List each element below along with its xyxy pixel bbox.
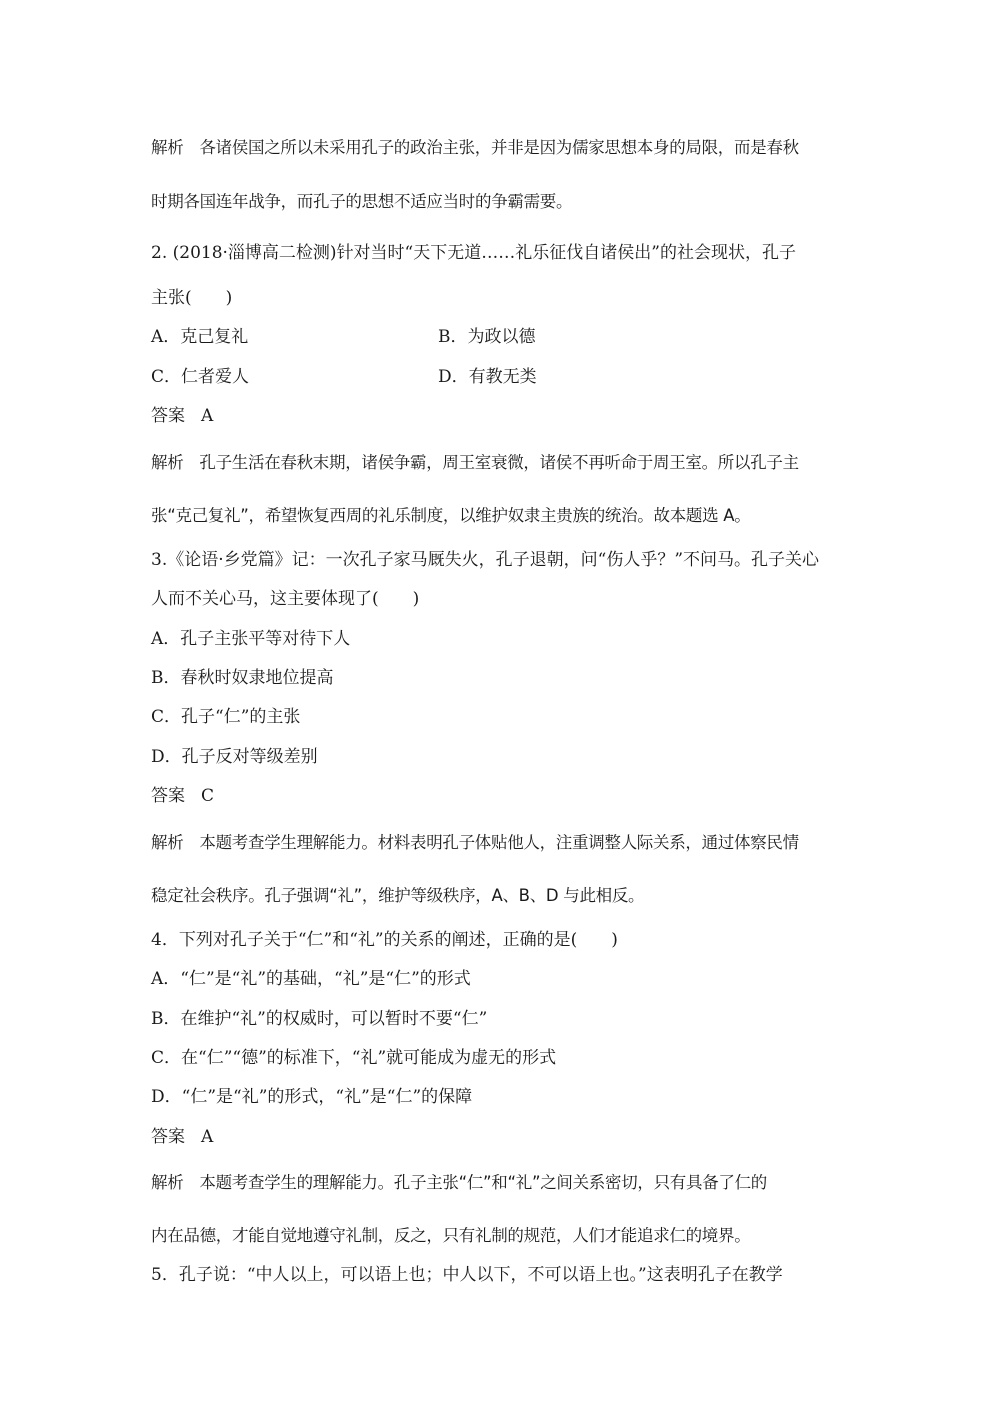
answer-value: A xyxy=(201,406,214,426)
q3-analysis-line1: 解析 本题考查学生理解能力。材料表明孔子体贴他人，注重调整人际关系，通过体察民情 xyxy=(151,833,799,852)
answer-value: C xyxy=(201,786,215,806)
q2-option-c: C．仁者爱人 xyxy=(151,367,250,387)
q2-option-b: B．为政以德 xyxy=(438,327,536,347)
q3-option-b: B．春秋时奴隶地位提高 xyxy=(151,668,334,688)
q4-option-b: B．在维护“礼”的权威时，可以暂时不要“仁” xyxy=(151,1009,488,1029)
answer-label: 答案 xyxy=(151,1127,185,1147)
q4-stem: 4．下列对孔子关于“仁”和“礼”的关系的阐述，正确的是( ) xyxy=(151,930,618,950)
q2-source: 2. (2018·淄博高二检测) xyxy=(151,243,337,263)
q2-analysis-line1: 解析 孔子生活在春秋末期，诸侯争霸，周王室衰微，诸侯不再听命于周王室。所以孔子主 xyxy=(151,453,799,472)
q3-option-a: A．孔子主张平等对待下人 xyxy=(151,629,351,649)
q4-analysis-line2: 内在品德，才能自觉地遵守礼制，反之，只有礼制的规范，人们才能追求仁的境界。 xyxy=(151,1226,751,1245)
q4-option-a: A．“仁”是“礼”的基础，“礼”是“仁”的形式 xyxy=(151,969,471,989)
q5-stem-line1: 5．孔子说：“中人以上，可以语上也；中人以下，不可以语上也。”这表明孔子在教学 xyxy=(151,1265,783,1285)
q1-analysis-line1: 解析 各诸侯国之所以未采用孔子的政治主张，并非是因为儒家思想本身的局限，而是春秋 xyxy=(151,138,799,157)
q3-answer xyxy=(151,786,214,806)
q3-analysis-line2: 稳定社会秩序。孔子强调“礼”，维护等级秩序，A、B、D 与此相反。 xyxy=(151,886,645,905)
q2-option-d: D．有教无类 xyxy=(438,367,537,387)
analysis-label: 解析 xyxy=(151,1173,184,1192)
analysis-label: 解析 xyxy=(151,833,184,852)
analysis-label: 解析 xyxy=(151,138,184,157)
q2-stem-line1: 2. (2018·淄博高二检测)针对当时“天下无道……礼乐征伐自诸侯出”的社会现状，孔子 xyxy=(151,243,796,263)
q2-analysis-line2: 张“克己复礼”，希望恢复西周的礼乐制度，以维护奴隶主贵族的统治。故本题选 A。 xyxy=(151,506,751,525)
q2-option-a: A．克己复礼 xyxy=(151,327,249,347)
q3-stem-line2: 人而不关心马，这主要体现了( ) xyxy=(151,589,420,609)
q4-answer xyxy=(151,1127,213,1147)
q3-stem-line1: 3.《论语·乡党篇》记：一次孔子家马厩失火，孔子退朝，问“伤人乎？”不问马。孔子关心 xyxy=(151,550,820,570)
answer-label: 答案 xyxy=(151,406,185,426)
q3-option-c: C．孔子“仁”的主张 xyxy=(151,707,301,727)
analysis-label: 解析 xyxy=(151,453,184,472)
q4-option-c: C．在“仁”“德”的标准下，“礼”就可能成为虚无的形式 xyxy=(151,1048,557,1068)
q4-option-d: D．“仁”是“礼”的形式，“礼”是“仁”的保障 xyxy=(151,1087,473,1107)
q4-analysis-line1: 解析 本题考查学生的理解能力。孔子主张“仁”和“礼”之间关系密切，只有具备了仁的 xyxy=(151,1173,767,1192)
q3-option-d: D．孔子反对等级差别 xyxy=(151,747,318,767)
answer-value: A xyxy=(201,1127,214,1147)
q2-stem-line2: 主张( ) xyxy=(151,288,233,308)
q2-answer xyxy=(151,406,213,426)
answer-label: 答案 xyxy=(151,786,185,806)
q1-analysis-line2: 时期各国连年战争，而孔子的思想不适应当时的争霸需要。 xyxy=(151,192,573,211)
